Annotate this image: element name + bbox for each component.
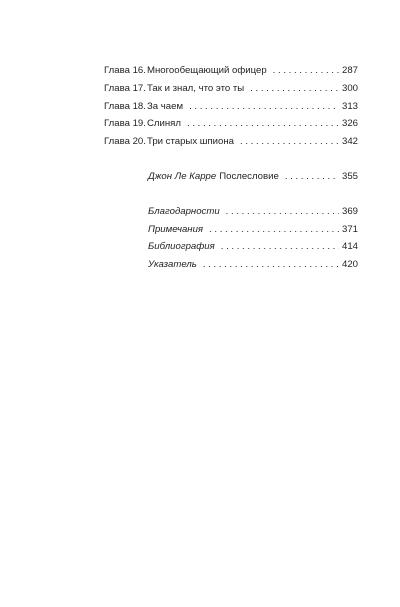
toc-entry-chapter-18 <box>104 101 358 113</box>
page-number: 287 <box>341 65 358 76</box>
dot-leader <box>209 224 339 236</box>
chapter-title: За чаем <box>147 101 184 112</box>
dot-leader <box>189 101 339 113</box>
page-number: 313 <box>341 101 358 112</box>
page-number: 355 <box>341 171 358 182</box>
chapter-title: Слинял <box>147 118 181 129</box>
toc-entry-chapter-19 <box>104 118 358 130</box>
toc-entry-chapter-17 <box>104 83 358 95</box>
page-number: 326 <box>341 118 358 129</box>
page-number: 371 <box>341 224 358 235</box>
page-number: 300 <box>341 83 358 94</box>
toc-entry-afterword <box>148 171 358 183</box>
chapter-number: Глава 16. <box>104 65 146 76</box>
chapter-number: Глава 20. <box>104 136 146 147</box>
page-number: 420 <box>341 259 358 270</box>
chapter-number: Глава 17. <box>104 83 146 94</box>
back-matter-title: Указатель <box>148 259 197 270</box>
page-number: 342 <box>341 136 358 147</box>
toc-entry-index <box>148 259 358 271</box>
chapter-title: Так и знал, что это ты <box>147 83 245 94</box>
dot-leader <box>240 136 339 148</box>
chapter-number: Глава 18. <box>104 101 146 112</box>
dot-leader <box>221 241 339 253</box>
toc-entry-chapter-20 <box>104 136 358 148</box>
afterword-author: Джон Ле Карре <box>148 171 217 182</box>
back-matter-title: Библиография <box>148 241 215 252</box>
dot-leader <box>187 118 339 130</box>
dot-leader <box>250 83 339 95</box>
dot-leader <box>285 171 339 183</box>
toc-entry-acknowledgements <box>148 206 358 218</box>
chapter-number: Глава 19. <box>104 118 146 129</box>
toc-entry-bibliography <box>148 241 358 253</box>
toc-entry-chapter-16 <box>104 65 358 77</box>
dot-leader <box>203 259 339 271</box>
back-matter-title: Примечания <box>148 224 204 235</box>
afterword-title: Послесловие <box>219 171 279 182</box>
chapter-title: Многообещающий офицер <box>147 65 267 76</box>
toc-entry-notes <box>148 224 358 236</box>
page-number: 369 <box>341 206 358 217</box>
dot-leader <box>273 65 339 77</box>
chapter-title: Три старых шпиона <box>147 136 235 147</box>
page-number: 414 <box>341 241 358 252</box>
back-matter-title: Благодарности <box>148 206 220 217</box>
dot-leader <box>226 206 339 218</box>
